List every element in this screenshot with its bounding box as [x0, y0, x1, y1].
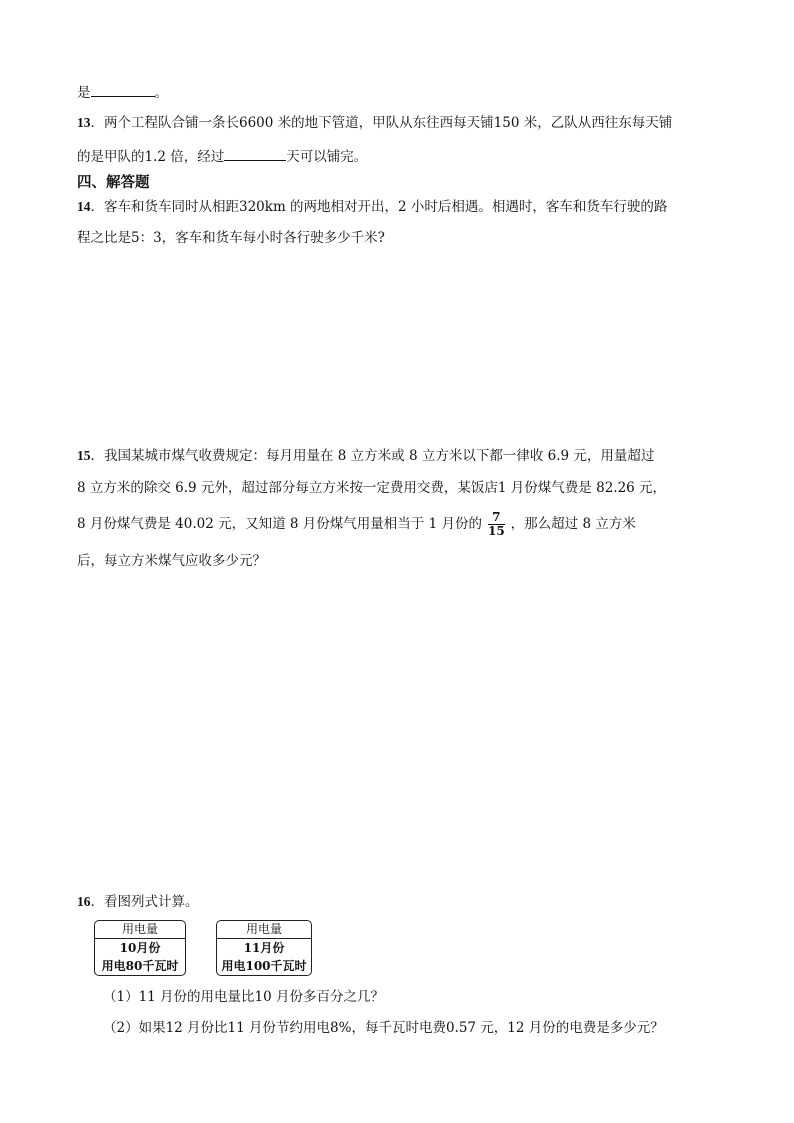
- q15-line4: [77, 552, 266, 570]
- card-title: 用电量: [217, 921, 311, 939]
- usage-card-november: [216, 920, 312, 976]
- q16-sub2: （2）如果12 月份比11 月份节约用电8%，每千瓦时电费0.57 元，12 月份的电费是多少元？: [103, 1020, 664, 1036]
- fraction-numerator: 7: [488, 511, 505, 525]
- q12-prefix: 是: [77, 85, 91, 101]
- q14-number: 14: [77, 199, 91, 214]
- q13-line2: [77, 146, 367, 166]
- q14-text2: 程之比是5：3，客车和货车每小时各行驶多少千米?: [77, 230, 385, 246]
- card-title: 用电量: [95, 921, 185, 939]
- q13-answer-blank[interactable]: [224, 146, 286, 161]
- q15-text4: 后，每立方米煤气应收多少元？: [77, 553, 266, 569]
- q15-line3: [77, 511, 636, 538]
- card-month: 11月份: [243, 941, 285, 955]
- q16-text: ．看图列式计算。: [90, 894, 199, 910]
- card-usage: 用电80千瓦时: [101, 959, 179, 973]
- card-usage: 用电100千瓦时: [221, 959, 307, 973]
- q15-number: 15: [77, 448, 91, 463]
- q14-line2: [77, 229, 385, 247]
- q12-tail: [77, 82, 168, 102]
- usage-card-october: [94, 920, 186, 976]
- q15-text3-before: 8 月份煤气费是 40.02 元，又知道 8 月份煤气用量相当于 1 月份的: [77, 516, 482, 532]
- fraction-denominator: 15: [487, 524, 505, 538]
- section-heading: 四、解答题: [77, 175, 150, 191]
- q15-line1: [77, 447, 654, 465]
- q13-line1: [77, 114, 672, 132]
- q13-text2-after: 天可以铺完。: [286, 149, 368, 165]
- q12-suffix: 。: [154, 85, 168, 101]
- q15-line2: [77, 479, 666, 497]
- q13-number: 13: [77, 115, 91, 130]
- q14-line1: [77, 198, 667, 216]
- q15-text2: 8 立方米的除交 6.9 元外，超过部分每立方米按一定费用交费，某饭店1 月份煤气费是 82.26 元，: [77, 480, 667, 496]
- q16-sub1: （1）11 月份的用电量比10 月份多百分之几？: [103, 989, 385, 1005]
- q15-fraction: [488, 511, 505, 538]
- card-month: 10月份: [119, 941, 161, 955]
- q13-text2-before: 的是甲队的1.2 倍，经过: [77, 149, 225, 165]
- q15-text3-after: ，那么超过 8 立方米: [510, 516, 636, 532]
- q16-number: 16: [77, 894, 91, 909]
- q15-text1: ．我国某城市煤气收费规定：每月用量在 8 立方米或 8 立方米以下都一律收 6.9 元，用量超过: [90, 448, 655, 464]
- q13-text1: ．两个工程队合铺一条长6600 米的地下管道，甲队从东往西每天铺150 米，乙队从西往东每天铺: [90, 115, 673, 131]
- q14-text1: ．客车和货车同时从相距320km 的两地相对开出，2 小时后相遇。相遇时，客车和货车行驶的路: [90, 199, 668, 215]
- q12-answer-blank[interactable]: [91, 82, 155, 97]
- q16-line: [77, 893, 199, 911]
